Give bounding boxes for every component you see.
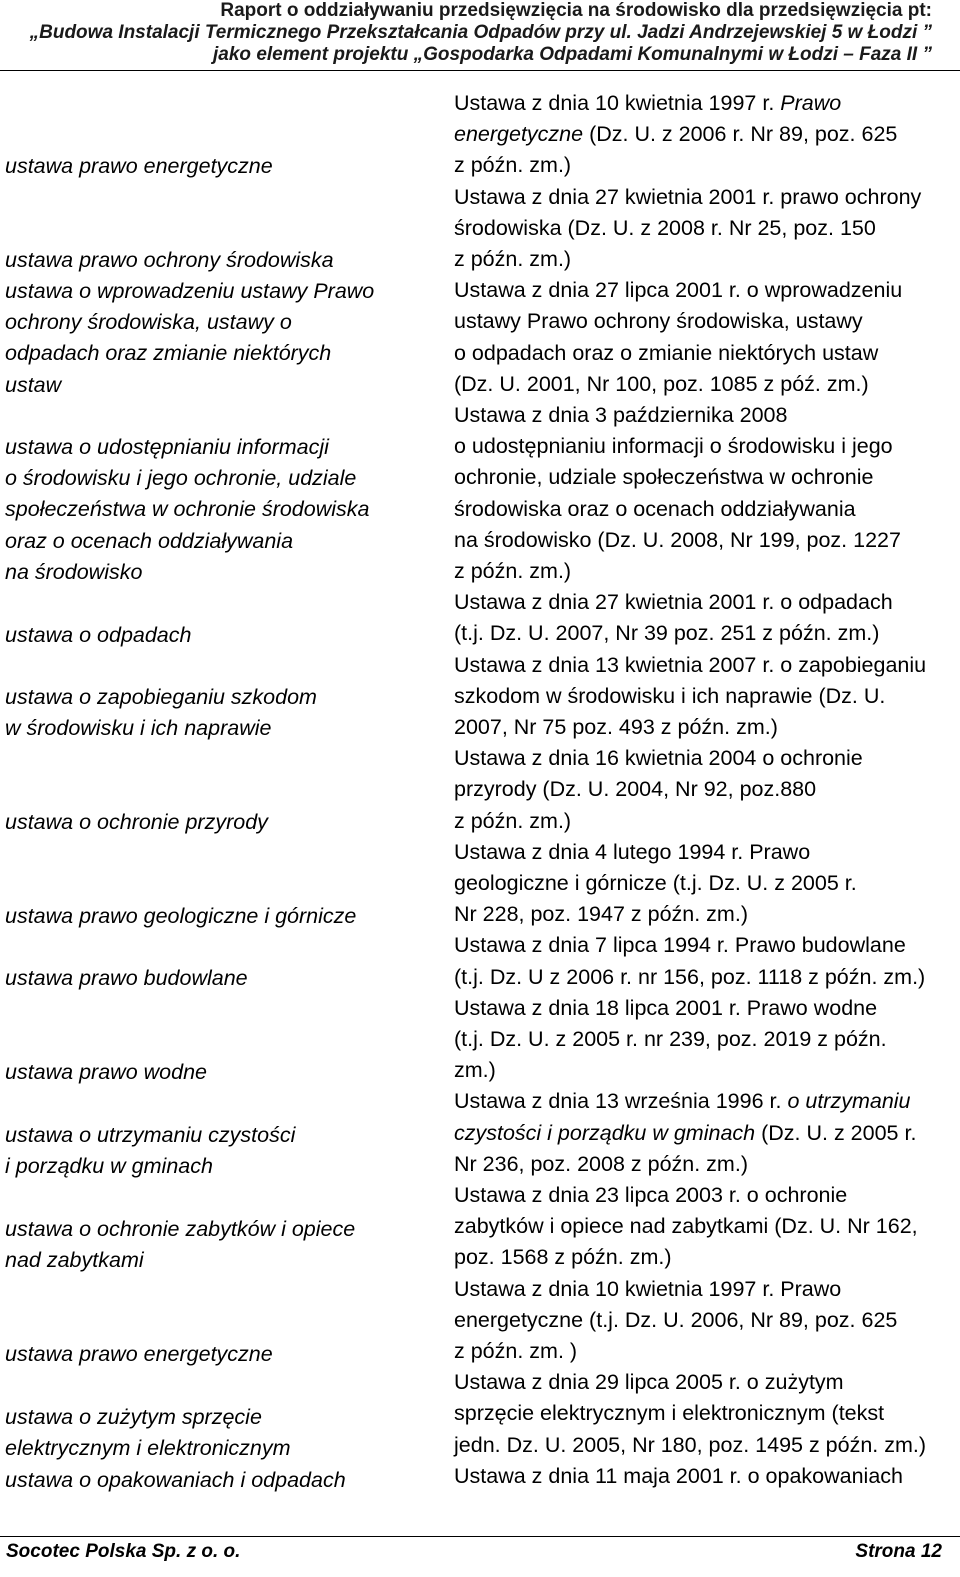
citation-text: Ustawa z dnia 4 lutego 1994 r. Prawo	[454, 839, 811, 864]
citation-text: energetyczne (t.j. Dz. U. 2006, Nr 89, poz. 625	[454, 1307, 898, 1332]
citation-text: z późn. zm.)	[454, 808, 572, 833]
citation-text: z późn. zm.)	[454, 247, 572, 271]
act-name-line: o środowisku i jego ochronie, udziale	[5, 466, 357, 491]
citation-text: z późn. zm.)	[454, 559, 572, 583]
header-line-1: Raport o oddziaływaniu przedsięwzięcia na środowisko dla przedsięwzięcia pt:	[220, 0, 932, 21]
footer-divider	[0, 1536, 960, 1537]
citation-line	[454, 182, 921, 213]
citation-text: Ustawa z dnia 11 maja 2001 r. o opakowaniach	[454, 1463, 903, 1488]
citation-line	[454, 743, 863, 774]
act-name-line: ochrony środowiska, ustawy o	[5, 310, 292, 335]
citation-text: (t.j. Dz. U. z 2005 r. nr 239, poz. 2019 z późn.	[454, 1027, 887, 1051]
citation-line	[454, 868, 857, 899]
citation-text: (t.j. Dz. U z 2006 r. nr 156, poz. 1118 z późn. zm.)	[454, 964, 926, 989]
citation-text: na środowisko (Dz. U. 2008, Nr 199, poz. 1227	[454, 527, 901, 552]
citation-text: zm.)	[454, 1058, 496, 1083]
citation-line	[454, 806, 571, 837]
citation-text: zabytków i opiece nad zabytkami (Dz. U. Nr 162,	[454, 1214, 918, 1239]
citation-text: 2007, Nr 75 poz. 493 z późn. zm.)	[454, 715, 778, 739]
act-name-line: i porządku w gminach	[5, 1154, 213, 1179]
citation-text: (t.j. Dz. U. 2007, Nr 39 poz. 251 z późn. zm.)	[454, 621, 880, 646]
citation-line	[454, 899, 748, 930]
citation-line	[454, 213, 876, 244]
citation-text: Prawo	[780, 91, 842, 115]
citation-text: Ustawa z dnia 16 kwietnia 2004 o ochronie	[454, 746, 863, 771]
citation-text: środowiska oraz o ocenach oddziaływania	[454, 496, 856, 521]
citation-text: ustawy Prawo ochrony środowiska, ustawy	[454, 309, 863, 334]
citation-line	[454, 338, 878, 369]
citation-line	[454, 618, 879, 649]
citation-text: Ustawa z dnia 27 kwietnia 2001 r. o odpadach	[454, 590, 893, 615]
citation-line	[454, 1398, 884, 1429]
citation-line	[454, 774, 816, 805]
citation-line	[454, 119, 897, 150]
citation-text: Ustawa z dnia 10 kwietnia 1997 r. Prawo	[454, 1276, 842, 1301]
citation-text: czystości i porządku w gminach	[454, 1120, 756, 1145]
act-name-line: odpadach oraz zmianie niektórych	[5, 341, 332, 366]
citation-text: Ustawa z dnia 23 lipca 2003 r. o ochronie	[454, 1183, 848, 1207]
citation-line	[454, 962, 925, 993]
act-name-line: na środowisko	[5, 559, 143, 584]
citation-line	[454, 369, 869, 400]
citation-line	[454, 88, 841, 119]
citation-line	[454, 150, 571, 181]
citation-line	[454, 837, 810, 868]
act-name-line: ustaw	[5, 372, 62, 397]
act-name-line: ustawa o zapobieganiu szkodom	[5, 685, 317, 709]
citation-line	[454, 1211, 918, 1242]
citation-text: Ustawa z dnia 10 kwietnia 1997 r.	[454, 91, 781, 115]
citation-line	[454, 1086, 911, 1117]
act-name-line: ustawa prawo ochrony środowiska	[5, 248, 334, 272]
act-name-line: ustawa o opakowaniach i odpadach	[5, 1468, 346, 1492]
citation-text: Ustawa z dnia 27 lipca 2001 r. o wprowadzeniu	[454, 278, 903, 303]
citation-line	[454, 650, 926, 681]
citation-text: z późn. zm. )	[454, 1339, 578, 1363]
citation-line	[454, 1242, 672, 1273]
citation-line	[454, 1461, 903, 1492]
citation-line	[454, 525, 901, 556]
footer-page-number: Strona 12	[855, 1541, 942, 1562]
citation-line	[454, 1055, 496, 1086]
citation-line	[454, 494, 856, 525]
citation-text: Ustawa z dnia 13 września 1996 r.	[454, 1089, 788, 1114]
citation-text: (Dz. U. z 2005 r.	[755, 1120, 917, 1145]
act-name-line: ustawa prawo energetyczne	[5, 1342, 273, 1366]
act-name-line: ustawa prawo budowlane	[5, 966, 248, 990]
citation-text: Ustawa z dnia 7 lipca 1994 r. Prawo budowlane	[454, 933, 906, 958]
citation-line	[454, 587, 893, 618]
citation-text: przyrody (Dz. U. 2004, Nr 92, poz.880	[454, 777, 817, 802]
citation-text: z późn. zm.)	[454, 153, 572, 178]
citation-line	[454, 431, 893, 462]
header-line-3: jako element projektu „Gospodarka Odpadami Komunalnymi w Łodzi – Faza II ”	[213, 44, 932, 65]
act-name-line: w środowisku i ich naprawie	[5, 716, 272, 741]
citation-text: geologiczne i górnicze (t.j. Dz. U. z 2005 r.	[454, 871, 857, 895]
citation-text: Ustawa z dnia 18 lipca 2001 r. Prawo wodne	[454, 995, 878, 1020]
citation-text: (Dz. U. z 2006 r. Nr 89, poz. 625	[583, 122, 898, 147]
citation-text: Ustawa z dnia 13 kwietnia 2007 r. o zapobieganiu	[454, 652, 927, 677]
act-name-line: społeczeństwa w ochronie środowiska	[5, 497, 370, 522]
act-name-line: ustawa o ochronie przyrody	[5, 810, 268, 834]
citation-line	[454, 1024, 887, 1055]
citation-line	[454, 462, 874, 493]
citation-line	[454, 556, 571, 587]
act-name-line: ustawa o ochronie zabytków i opiece	[5, 1217, 356, 1241]
citation-text: o utrzymaniu	[787, 1089, 911, 1114]
citation-text: środowiska (Dz. U. z 2008 r. Nr 25, poz. 150	[454, 215, 876, 240]
citation-text: poz. 1568 z późn. zm.)	[454, 1245, 672, 1270]
footer-company: Socotec Polska Sp. z o. o.	[6, 1541, 241, 1562]
citation-text: o odpadach oraz o zmianie niektórych ustaw	[454, 340, 879, 365]
citation-text: sprzęcie elektrycznym i elektronicznym (tekst	[454, 1401, 885, 1426]
citation-line	[454, 1305, 897, 1336]
citation-line	[454, 712, 778, 743]
citation-line	[454, 275, 902, 306]
citation-text: jedn. Dz. U. 2005, Nr 180, poz. 1495 z późn. zm.)	[454, 1432, 927, 1457]
citation-text: Ustawa z dnia 3 października 2008	[454, 403, 788, 427]
citation-line	[454, 681, 885, 712]
citation-line	[454, 1180, 847, 1211]
citation-text: (Dz. U. 2001, Nr 100, poz. 1085 z póź. zm.)	[454, 371, 869, 396]
citation-text: Ustawa z dnia 27 kwietnia 2001 r. prawo ochrony	[454, 184, 922, 209]
citation-line	[454, 1430, 926, 1461]
act-name-line: ustawa o wprowadzeniu ustawy Prawo	[5, 279, 375, 303]
act-name-line: ustawa prawo wodne	[5, 1060, 207, 1084]
citation-text: szkodom w środowisku i ich naprawie (Dz. U.	[454, 683, 886, 708]
citation-text: Nr 236, poz. 2008 z późn. zm.)	[454, 1151, 748, 1176]
act-name-line: elektrycznym i elektronicznym	[5, 1436, 291, 1461]
citation-text: Nr 228, poz. 1947 z późn. zm.)	[454, 902, 748, 927]
citation-text: energetyczne	[454, 122, 584, 147]
citation-line	[454, 993, 877, 1024]
act-name-line: ustawa o utrzymaniu czystości	[5, 1123, 296, 1147]
citation-line	[454, 930, 906, 961]
act-name-line: oraz o ocenach oddziaływania	[5, 528, 294, 553]
citation-line	[454, 1336, 577, 1367]
act-name-line: nad zabytkami	[5, 1248, 144, 1273]
act-name-line: ustawa o odpadach	[5, 623, 192, 647]
citation-line	[454, 1274, 841, 1305]
act-name-line: ustawa prawo energetyczne	[5, 154, 273, 178]
header-line-2: „Budowa Instalacji Termicznego Przekształcania Odpadów przy ul. Jadzi Andrzejewskiej 5 w Łodzi ”	[29, 22, 932, 43]
citation-text: o udostępnianiu informacji o środowisku i jego	[454, 434, 893, 459]
citation-line	[454, 244, 571, 275]
citation-text: Ustawa z dnia 29 lipca 2005 r. o zużytym	[454, 1370, 844, 1395]
act-name-line: ustawa o udostępnianiu informacji	[5, 435, 329, 459]
page-header	[30, 0, 932, 66]
citation-text: ochronie, udziale społeczeństwa w ochronie	[454, 465, 874, 490]
citation-line	[454, 1367, 844, 1398]
citation-line	[454, 1149, 748, 1180]
act-name-line: ustawa o zużytym sprzęcie	[5, 1405, 262, 1429]
citation-line	[454, 306, 863, 337]
act-name-line: ustawa prawo geologiczne i górnicze	[5, 904, 357, 928]
citation-line	[454, 1118, 916, 1149]
header-divider	[0, 70, 960, 71]
citation-line	[454, 400, 787, 431]
